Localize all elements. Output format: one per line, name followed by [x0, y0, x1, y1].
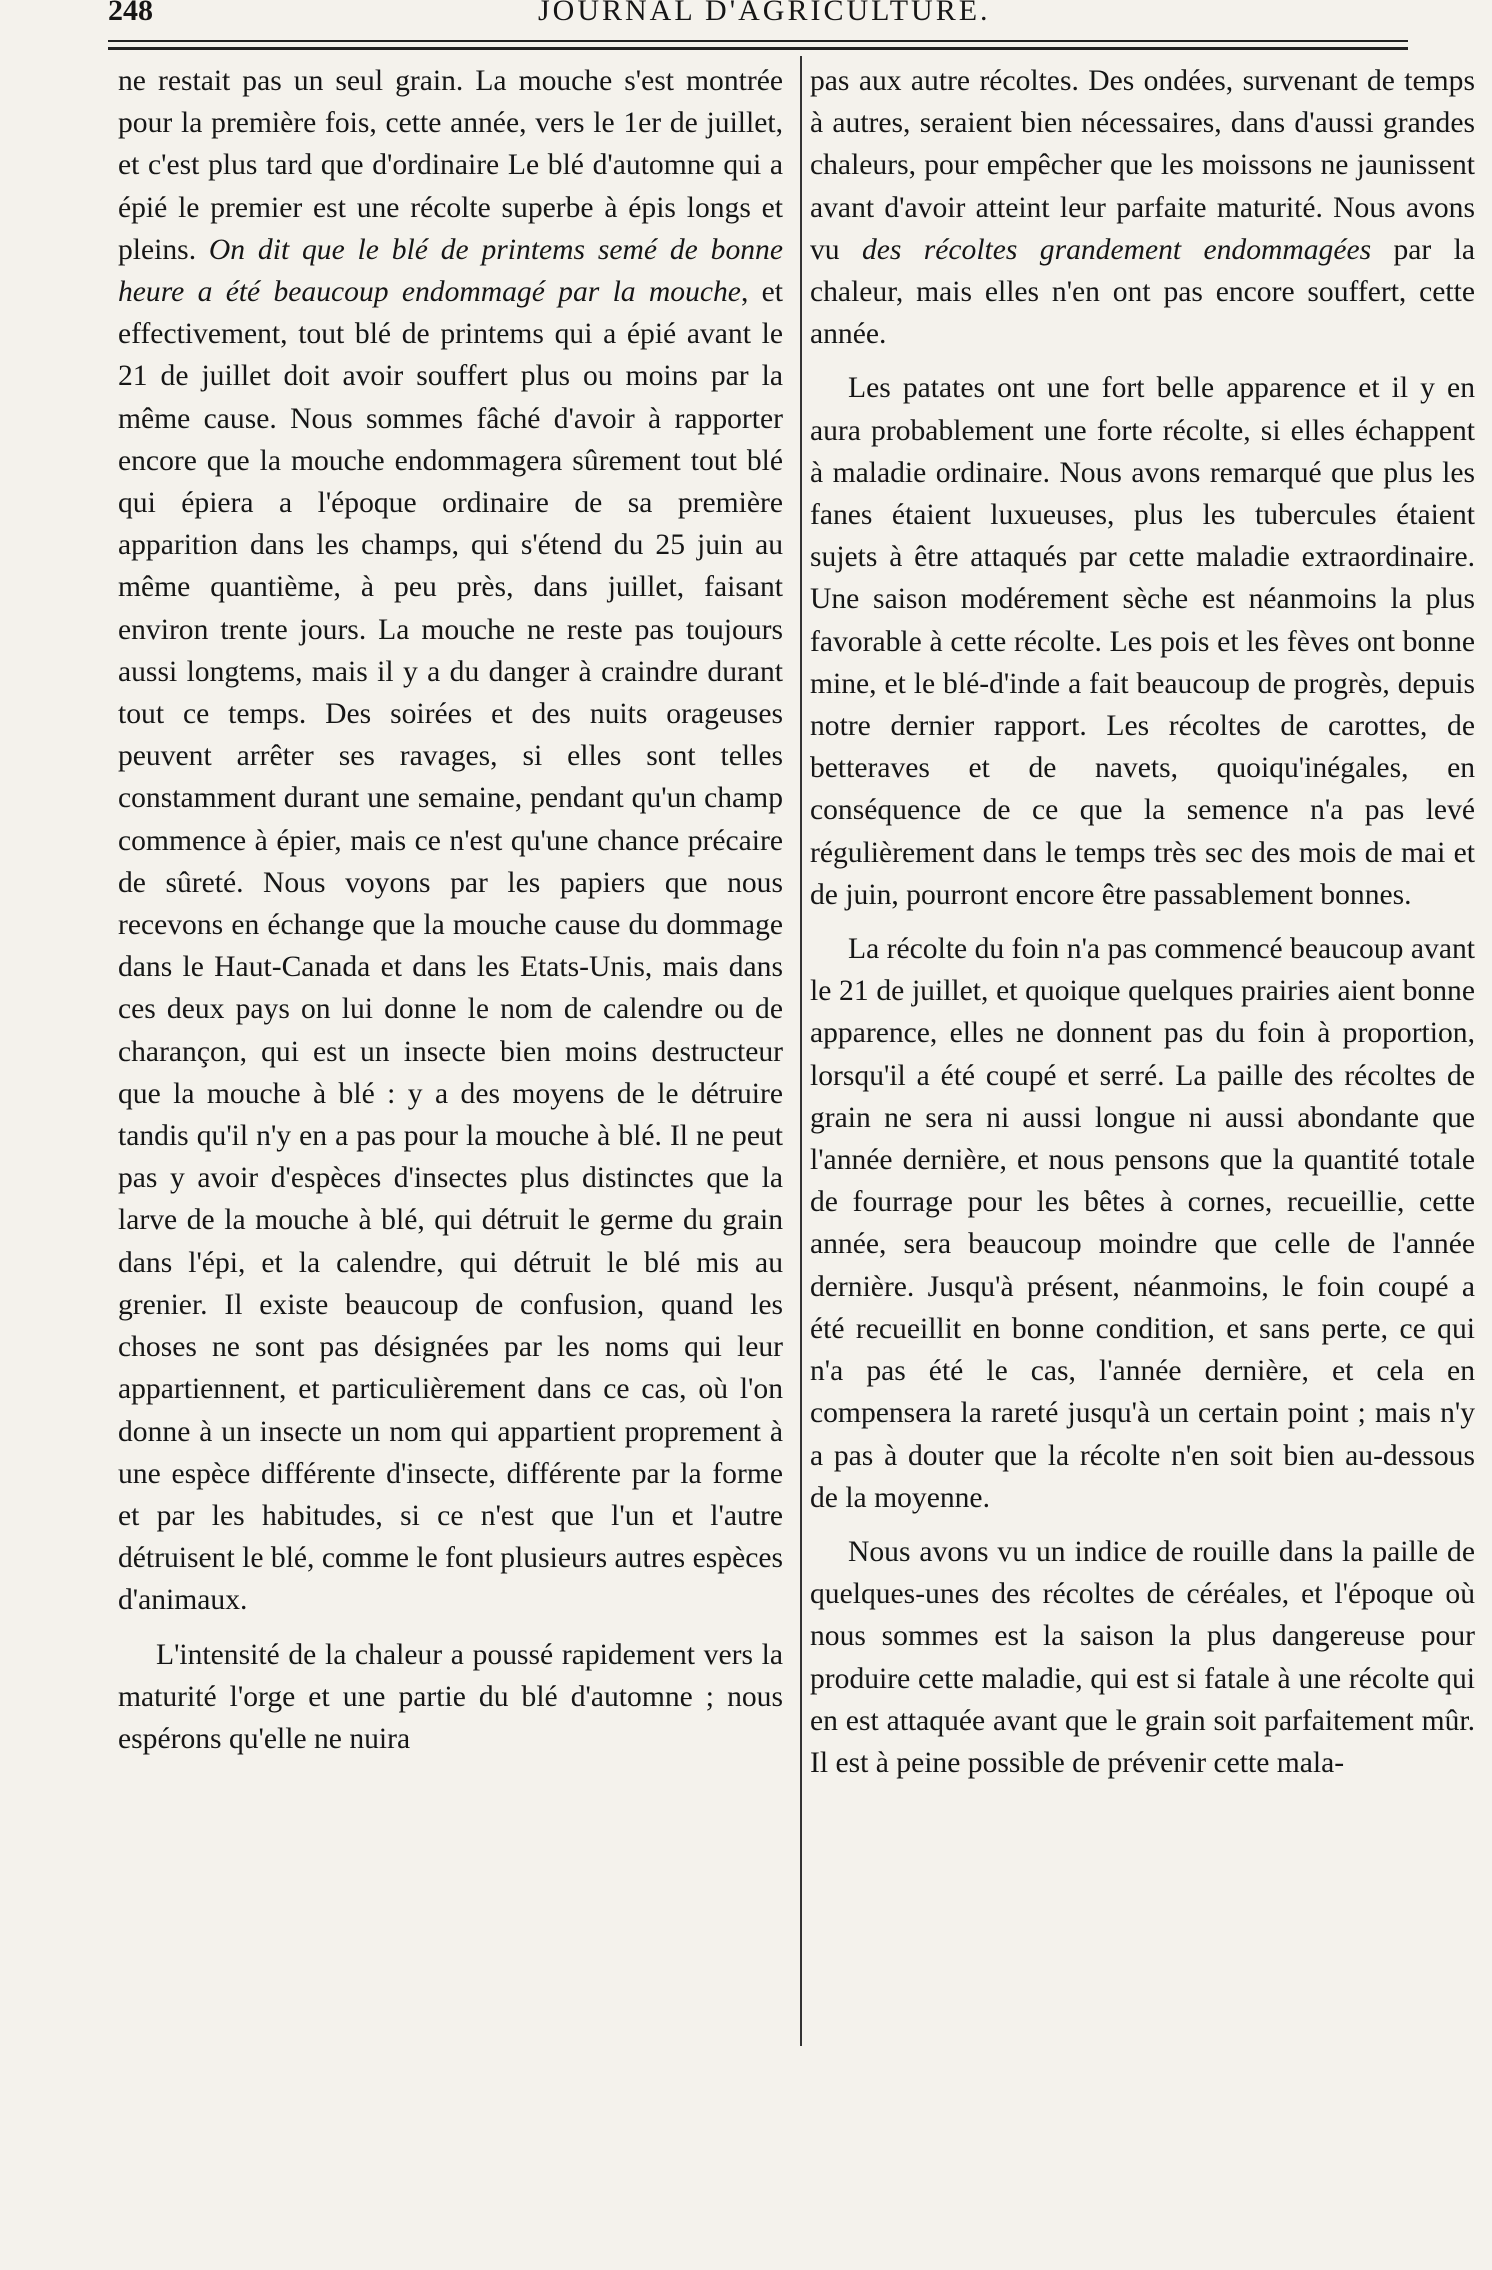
- paragraph: Les patates ont une fort belle apparence et il y en aura probablement une forte récolte, si elles échappent à maladie ordinaire. Nous avons remarqué que plus les fanes étaient luxueuses, plus les tubercules étaient sujets à être attaqués par cette maladie extraordinaire. Une saison modérement sèche est néanmoins la plus favorable à cette récolte. Les pois et les fèves ont bonne mine, et le blé-d'inde a fait beaucoup de progrès, depuis notre dernier rapport. Les récoltes de carottes, de betteraves et de navets, quoiqu'inégales, en conséquence de ce que la semence n'a pas levé régulièrement dans le temps très sec des mois de mai et de juin, pourront encore être passablement bonnes.: [810, 372, 1475, 911]
- text-run: par la chaleur, mais elles n'en ont pas encore souffert, cette année.: [810, 233, 1475, 351]
- text-run: , et effectivement, tout blé de printems qui a épié avant le 21 de juillet doit avoir souffert plus ou moins par la même cause. Nous sommes fâché d'avoir à rapporter encore que la mouche endommagera sûrement tout blé qui épiera a l'époque ordinaire de sa première apparition dans les champs, qui s'étend du 25 juin au même quantième, à peu près, dans juillet, faisant environ trente jours. La mouche ne reste pas toujours aussi longtems, mais il y a du danger à craindre durant tout ce temps. Des soirées et des nuits orageuses peuvent arrêter ses ravages, si elles sont telles constamment durant une semaine, pendant qu'un champ commence à épier, mais ce n'est qu'une chance précaire de sûreté. Nous voyons par les papiers que nous recevons en échange que la mouche cause du dommage dans le Haut-Canada et dans les Etats-Unis, mais dans ces deux pays on lui donne le nom de calendre ou de charançon, qui est un insecte bien moins destructeur que la mouche à blé : y a des moyens de le détruire tandis qu'il n'y en a pas pour la mouche à blé. Il ne peut pas y avoir d'espèces d'insectes plus distinctes que la larve de la mouche à blé, qui détruit le germe du grain dans l'épi, et la calendre, qui détruit le blé mis au grenier. Il existe beaucoup de confusion, quand les choses ne sont pas désignées par les noms qui leur appartiennent, et particulièrement dans ce cas, où l'on donne à un insecte un nom qui appartient proprement à une espèce différente d'insecte, différente par la forme et par les habitudes, si ce n'est que l'un et l'autre détruisent le blé, comme le font plusieurs autres espèces d'animaux.: [118, 276, 783, 1617]
- paragraph: [118, 60, 783, 1622]
- left-column: [118, 60, 783, 1772]
- paragraph: Nous avons vu un indice de rouille dans la paille de quelques-unes des récoltes de céréales, et l'époque où nous sommes est la saison la plus dangereuse pour produire cette maladie, qui est si fatale à une récolte qui en est attaquée avant que le grain soit parfaitement mûr. Il est à peine possible de prévenir cette mala-: [810, 1535, 1475, 1779]
- page-number: 248: [108, 0, 153, 27]
- running-head: JOURNAL D'AGRICULTURE.: [538, 0, 991, 27]
- header-rule-thick: [108, 47, 1408, 50]
- text-run: ne restait pas un seul grain. La mouche s'est montrée pour la première fois, cette année, vers le 1er de juillet, et c'est plus tard que d'ordinaire Le blé d'automne qui a épié le premier est une récolte superbe à épis longs et pleins.: [118, 65, 783, 266]
- paragraph: La récolte du foin n'a pas commencé beaucoup avant le 21 de juillet, et quoique quelques prairies aient bonne apparence, elles ne donnent pas du foin à proportion, lorsqu'il a été coupé et serré. La paille des récoltes de grain ne sera ni aussi longue ni aussi abondante que l'année dernière, et nous pensons que la quantité totale de fourrage pour les bêtes à cornes, recueillie, cette année, sera beaucoup moindre que celle de l'année dernière. Jusqu'à présent, néanmoins, le foin coupé a été recueillit en bonne condition, et sans perte, ce qui n'a pas été le cas, l'année dernière, et cela en compensera la rareté jusqu'à un certain point ; mais n'y a pas à douter que la récolte n'en soit bien au-dessous de la moyenne.: [810, 933, 1475, 1514]
- right-column: [810, 60, 1475, 1796]
- text-run: pas aux autre récoltes. Des ondées, survenant de temps à autres, seraient bien nécessaires, dans d'aussi grandes chaleurs, pour empêcher que les moissons ne jaunissent avant d'avoir atteint leur parfaite maturité. Nous avons vu: [810, 65, 1475, 266]
- header-rule-thin: [108, 40, 1408, 42]
- page-header: [108, 0, 1408, 28]
- paragraph: [810, 60, 1475, 355]
- paragraph: L'intensité de la chaleur a poussé rapidement vers la maturité l'orge et une partie du blé d'automne ; nous espérons qu'elle ne nuira: [118, 1638, 783, 1755]
- column-divider: [800, 56, 802, 2046]
- italic-run: On dit que le blé de printems semé de bonne heure a été beaucoup endommagé par la mouche: [118, 233, 783, 309]
- italic-run: des récoltes grandement endommagées: [861, 233, 1372, 266]
